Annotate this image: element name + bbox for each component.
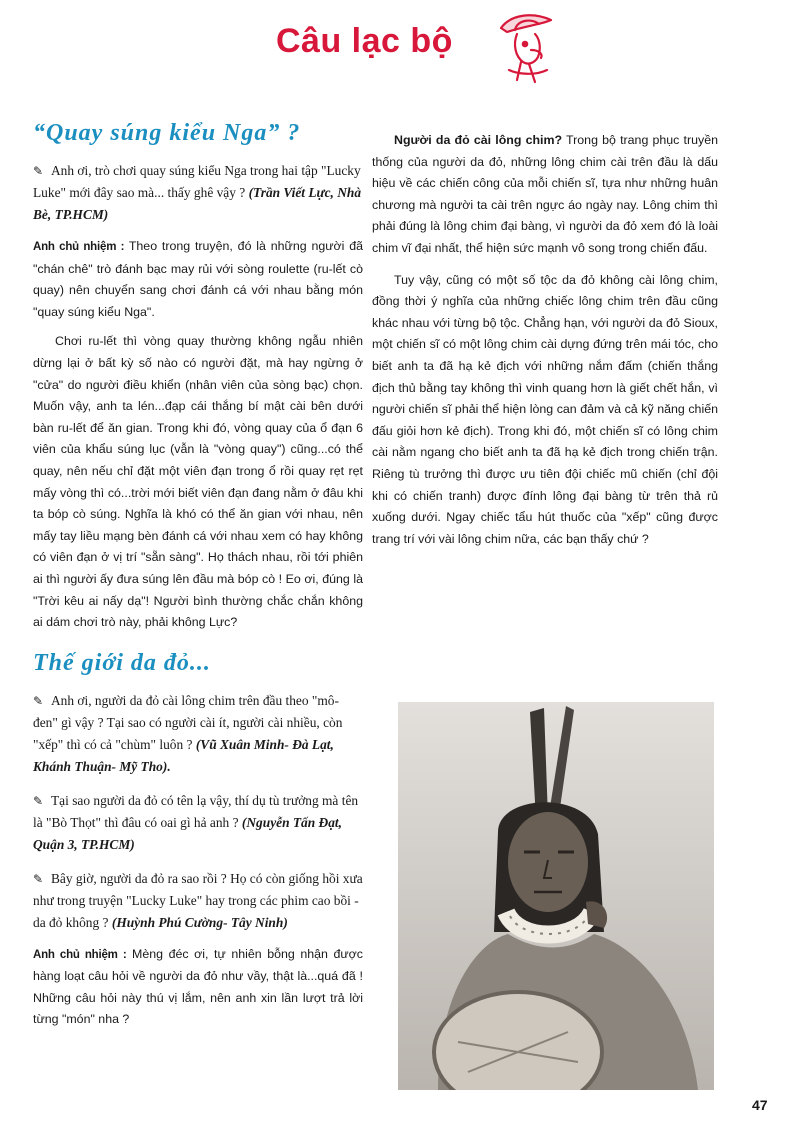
answer-paragraph <box>33 236 363 323</box>
answer-paragraph <box>372 130 718 260</box>
pen-icon: ✎ <box>33 164 44 178</box>
answer-paragraph: Chơi ru-lết thì vòng quay thường không ngẫu nhiên dừng lại ở bất kỳ số nào có người đặt, mà hay ngừng ở "cửa" do người điều khiển (nhân viên của sòng bạc) chọn. Muốn vậy, anh ta lén...đạp cái thắng bí mật cài bên dưới bàn ru-lết để ăn gian. Trong khi đó, vòng quay của ổ đạn 6 viên của khẩu súng lục (vẫn là "vòng quay") cũng...có thể quay, nên nếu chỉ đặt một viên đạn trong ổ rồi quay rẹt rẹt mấy vòng thì có...trời mới biết viên đạn đang nằm ở đâu khi ta bóp cò súng. Nghĩa là khó có thể ăn gian với nhau, nên mấy tay liều mạng bèn đánh cá với nhau xem có hay không có viên đạn ở vị trí "sẵn sàng". Họ thách nhau, rồi tới phiên ai thì người ấy đưa súng lên đầu mà bóp cò ! Eo ơi, đúng là "Trời kêu ai nấy dạ"! Người bình thường chắc chắn không ai dám chơi trò này, phải không Lực? <box>33 334 363 630</box>
question-text: Anh ơi, trò chơi quay súng kiểu Nga trong hai tập "Lucky Luke" mới đây sao mà... thấy ghê vậy ? <box>33 163 361 200</box>
reader-question <box>33 790 363 856</box>
page-number: 47 <box>752 1097 768 1113</box>
pen-icon: ✎ <box>33 871 44 886</box>
reader-question <box>33 868 363 934</box>
right-column <box>372 130 718 550</box>
left-column <box>33 118 363 1031</box>
section-title-russian-roulette: “Quay súng kiểu Nga” ? <box>33 120 301 146</box>
question-author: (Vũ Xuân Minh- Đà Lạt, Khánh Thuận- Mỹ Tho). <box>33 736 334 774</box>
pen-icon: ✎ <box>33 693 44 708</box>
pen-icon: ✎ <box>33 793 44 808</box>
reader-question <box>33 160 363 226</box>
answer-label: Anh chủ nhiệm : <box>33 948 127 961</box>
question-author: (Nguyễn Tấn Đạt, Quận 3, TP.HCM) <box>33 814 342 852</box>
reader-question <box>33 690 363 778</box>
section-title-red-indians: Thế giới da đỏ... <box>33 649 211 676</box>
answer-paragraph: Tuy vậy, cũng có một số tộc da đỏ không cài lông chim, đồng thời ý nghĩa của những chiếc lông chim trên đầu cũng khác nhau với từng bộ tộc. Chẳng hạn, với người da đỏ Sioux, một chiến sĩ có một lông chim cài dựng đứng trên mái tóc, cho biết anh ta đã hạ kẻ địch với những nắm đấm (chiến thắng địch thủ bằng tay không thì vinh quang hơn là giết chết hắn, vì người chiến sĩ phải thể hiện lòng can đảm và cả kỹ năng chiến đấu giỏi hơn kẻ địch). Trong khi đó, một chiến sĩ có lông chim cài nằm ngang cho biết anh ta đã hạ kẻ địch trong chiến trận. Riêng tù trưởng thì được ưu tiên đội chiếc mũ chiến (chỉ đội khi có chiến tranh) được đính lông đại bàng từ trên thả rủ xuống dưới. Ngay chiếc tẩu hút thuốc của "xếp" cũng được trang trí với vài lông chim nữa, các bạn thấy chứ ? <box>372 272 718 546</box>
question-text: Anh ơi, người da đỏ cài lông chim trên đầu theo "mô-đen" gì vậy ? Tại sao có người cài ít, người cài nhiều, còn "xếp" thì có cả "chùm" luôn ? <box>33 692 343 752</box>
answer-text: Theo trong truyện, đó là những người đã "chán chê" trò đánh bạc may rủi với sòng roulette (ru-lết cò quay) nên chuyển sang chơi đánh cá với nhau bằng món "quay súng kiểu Nga". <box>33 239 364 319</box>
question-text: Tại sao người da đỏ có tên lạ vậy, thí dụ tù trưởng mà tên là "Bò Thọt" thì đâu có oai gì hả anh ? <box>33 792 359 830</box>
answer-label: Anh chủ nhiệm : <box>33 241 125 253</box>
cowboy-mascot-icon <box>495 10 557 90</box>
answer-text: Trong bộ trang phục truyền thống của người da đỏ, những lông chim cài trên đầu là dấu hiệu về các chiến công của mỗi chiến sĩ, tựa như những huân chương mà người ta cài trên ngực áo ngày nay. Lông chim thì phải đúng là lông chim đại bàng, vì người da đỏ xem đó là loài chim vĩ đại nhất, thể hiện sức mạnh vô song trong chiến đấu. <box>372 133 718 255</box>
question-text: Bây giờ, người da đỏ ra sao rồi ? Họ có còn giống hồi xưa như trong truyện "Lucky Luke" hay trong các phim cao bồi - da đỏ không ? <box>33 870 363 930</box>
answer-lead: Người da đỏ cài lông chim? <box>394 133 563 147</box>
page-title: Câu lạc bộ <box>276 22 453 60</box>
question-author: (Trần Viết Lực, Nhà Bè, TP.HCM) <box>33 185 362 222</box>
question-author: (Huỳnh Phú Cường- Tây Ninh) <box>111 914 288 930</box>
native-american-chief-photo <box>398 702 714 1090</box>
answer-text: Mèng đéc ơi, tự nhiên bỗng nhận được hàng loạt câu hỏi về người da đỏ như vầy, thật là...quá đã ! Những câu hỏi này thú vị lắm, nên anh xin lần lượt trả lời từng "món" nha ? <box>33 946 363 1027</box>
answer-paragraph <box>33 944 363 1031</box>
